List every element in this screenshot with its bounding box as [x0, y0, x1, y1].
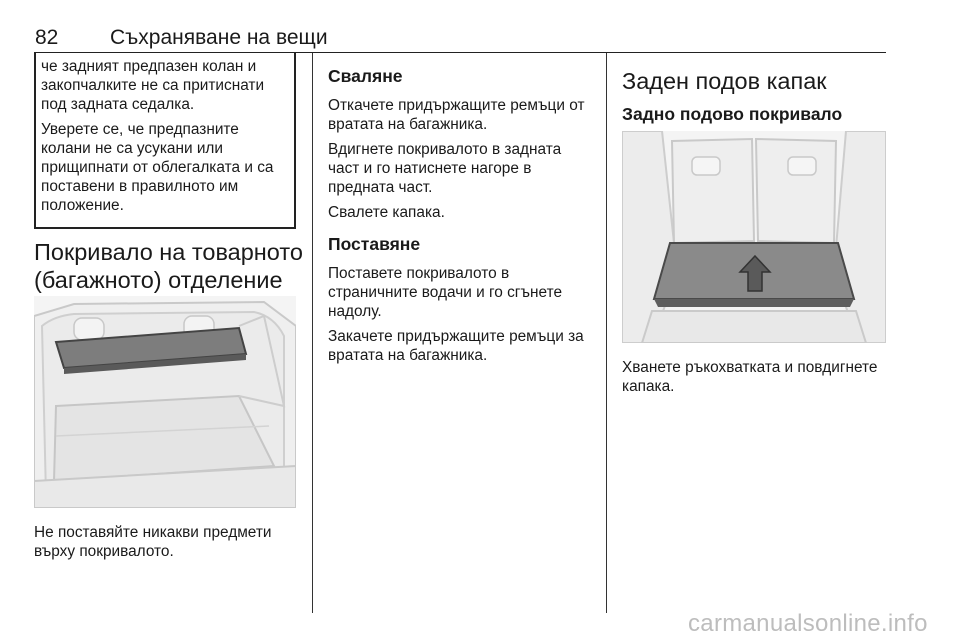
- section-title-rear-floor-cover: Заден подов капак: [622, 68, 827, 94]
- column-divider: [312, 53, 313, 613]
- section-title-cargo-cover: Покривало на товарното (багажното) отделение: [34, 239, 303, 293]
- rear-floor-cover-illustration: [622, 131, 886, 343]
- install-step: Поставете покривалото в страничните водачи и го сгънете надолу.: [328, 265, 562, 320]
- rear-floor-cover-subheading: Задно подово покривало: [622, 104, 843, 124]
- removal-heading: Сваляне: [328, 66, 403, 86]
- removal-step: Откачете придържащите ремъци от вратата на багажника.: [328, 97, 585, 133]
- cargo-cover-caption: Не поставяйте никакви предмети върху покривалото.: [34, 524, 272, 560]
- warning-box: [34, 52, 296, 229]
- page-header-title: Съхраняване на вещи: [110, 26, 328, 49]
- install-step: Закачете придържащите ремъци за вратата на багажника.: [328, 328, 584, 364]
- warning-paragraph: че задният предпазен колан и закопчалките не са притиснати под задната седалка.: [41, 58, 265, 113]
- install-heading: Поставяне: [328, 234, 421, 254]
- floor-cover-drawing: [622, 131, 886, 343]
- cargo-cover-illustration: [34, 296, 296, 508]
- warning-paragraph: Уверете се, че предпазните колани не са усукани или прищипнати от облегалката и са поставени в правилното им положение.: [41, 121, 274, 214]
- cargo-cover-drawing: [34, 296, 296, 508]
- column-divider: [606, 53, 607, 613]
- watermark: carmanualsonline.info: [688, 610, 928, 637]
- rear-floor-cover-caption: Хванете ръкохватката и повдигнете капака.: [622, 359, 878, 395]
- removal-step: Свалете капака.: [328, 204, 445, 221]
- removal-step: Вдигнете покривалото в задната част и го натиснете нагоре в предната част.: [328, 141, 562, 196]
- page-number: 82: [35, 26, 59, 49]
